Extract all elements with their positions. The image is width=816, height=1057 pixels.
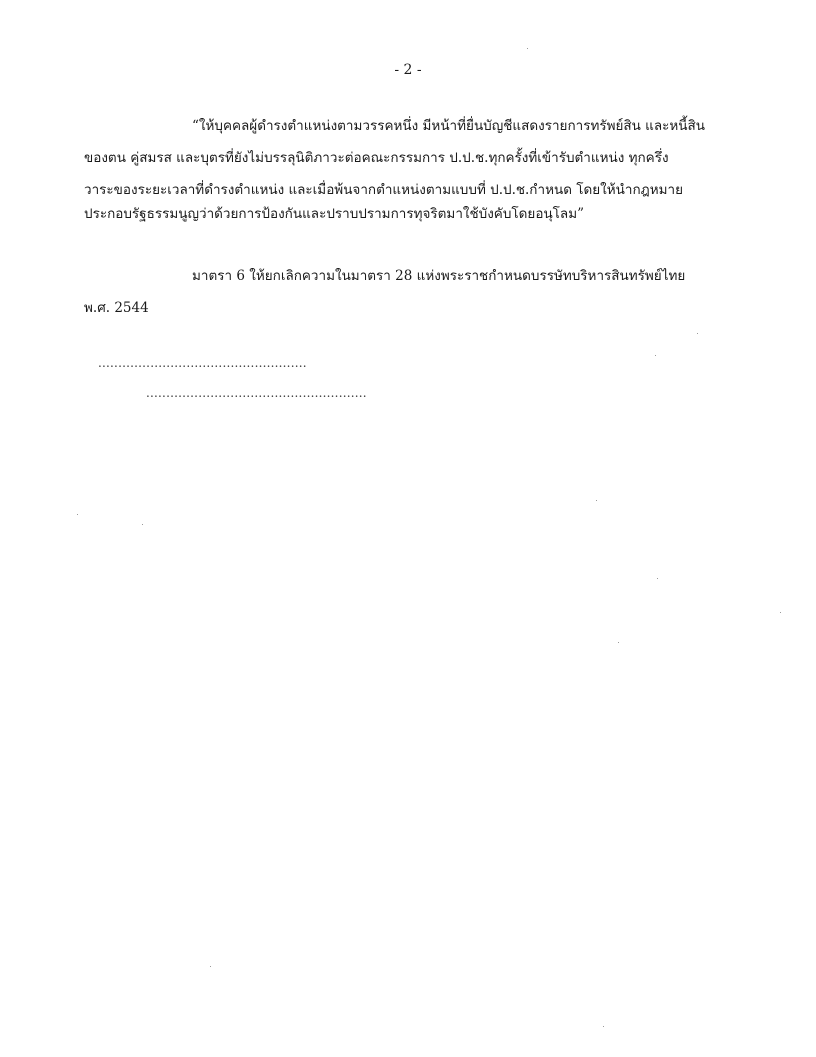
paragraph-1-line-3: วาระของระยะเวลาที่ดำรงตำแหน่ง และเมื่อพ้นจากตำแหน่งตามแบบที่ ป.ป.ช.กำหนด โดยให้นำกฎหมาย — [84, 182, 684, 198]
scan-speck — [780, 612, 781, 613]
scan-speck — [655, 355, 656, 356]
dotted-placeholder-line-2: ....................................................... — [146, 386, 367, 400]
scan-speck — [142, 524, 143, 525]
paragraph-1-line-4: ประกอบรัฐธรรมนูญว่าด้วยการป้องกันและปราบปรามการทุจริตมาใช้บังคับโดยอนุโลม” — [84, 206, 585, 222]
scan-speck — [657, 578, 658, 579]
scan-speck — [77, 514, 78, 515]
paragraph-2-line-1: มาตรา 6 ให้ยกเลิกความในมาตรา 28 แห่งพระราชกำหนดบรรษัทบริหารสินทรัพย์ไทย — [192, 268, 686, 284]
scan-speck — [603, 1026, 604, 1027]
paragraph-1-line-1: “ให้บุคคลผู้ดำรงตำแหน่งตามวรรคหนึ่ง มีหน้าที่ยื่นบัญชีแสดงรายการทรัพย์สิน และหนี้สิน — [192, 118, 705, 134]
scan-speck — [527, 48, 528, 49]
scan-speck — [210, 966, 211, 967]
page-number: - 2 - — [394, 62, 422, 78]
scan-speck — [618, 642, 619, 643]
dotted-placeholder-line-1: .................................................... — [98, 356, 307, 370]
paragraph-2-line-2: พ.ศ. 2544 — [84, 300, 149, 316]
scan-speck — [596, 500, 597, 501]
scan-speck — [697, 333, 698, 334]
paragraph-1-line-2: ของตน คู่สมรส และบุตรที่ยังไม่บรรลุนิติภาวะต่อคณะกรรมการ ป.ป.ช.ทุกครั้งที่เข้ารับตำแหน่ง ทุกครึ่ง — [84, 150, 669, 166]
